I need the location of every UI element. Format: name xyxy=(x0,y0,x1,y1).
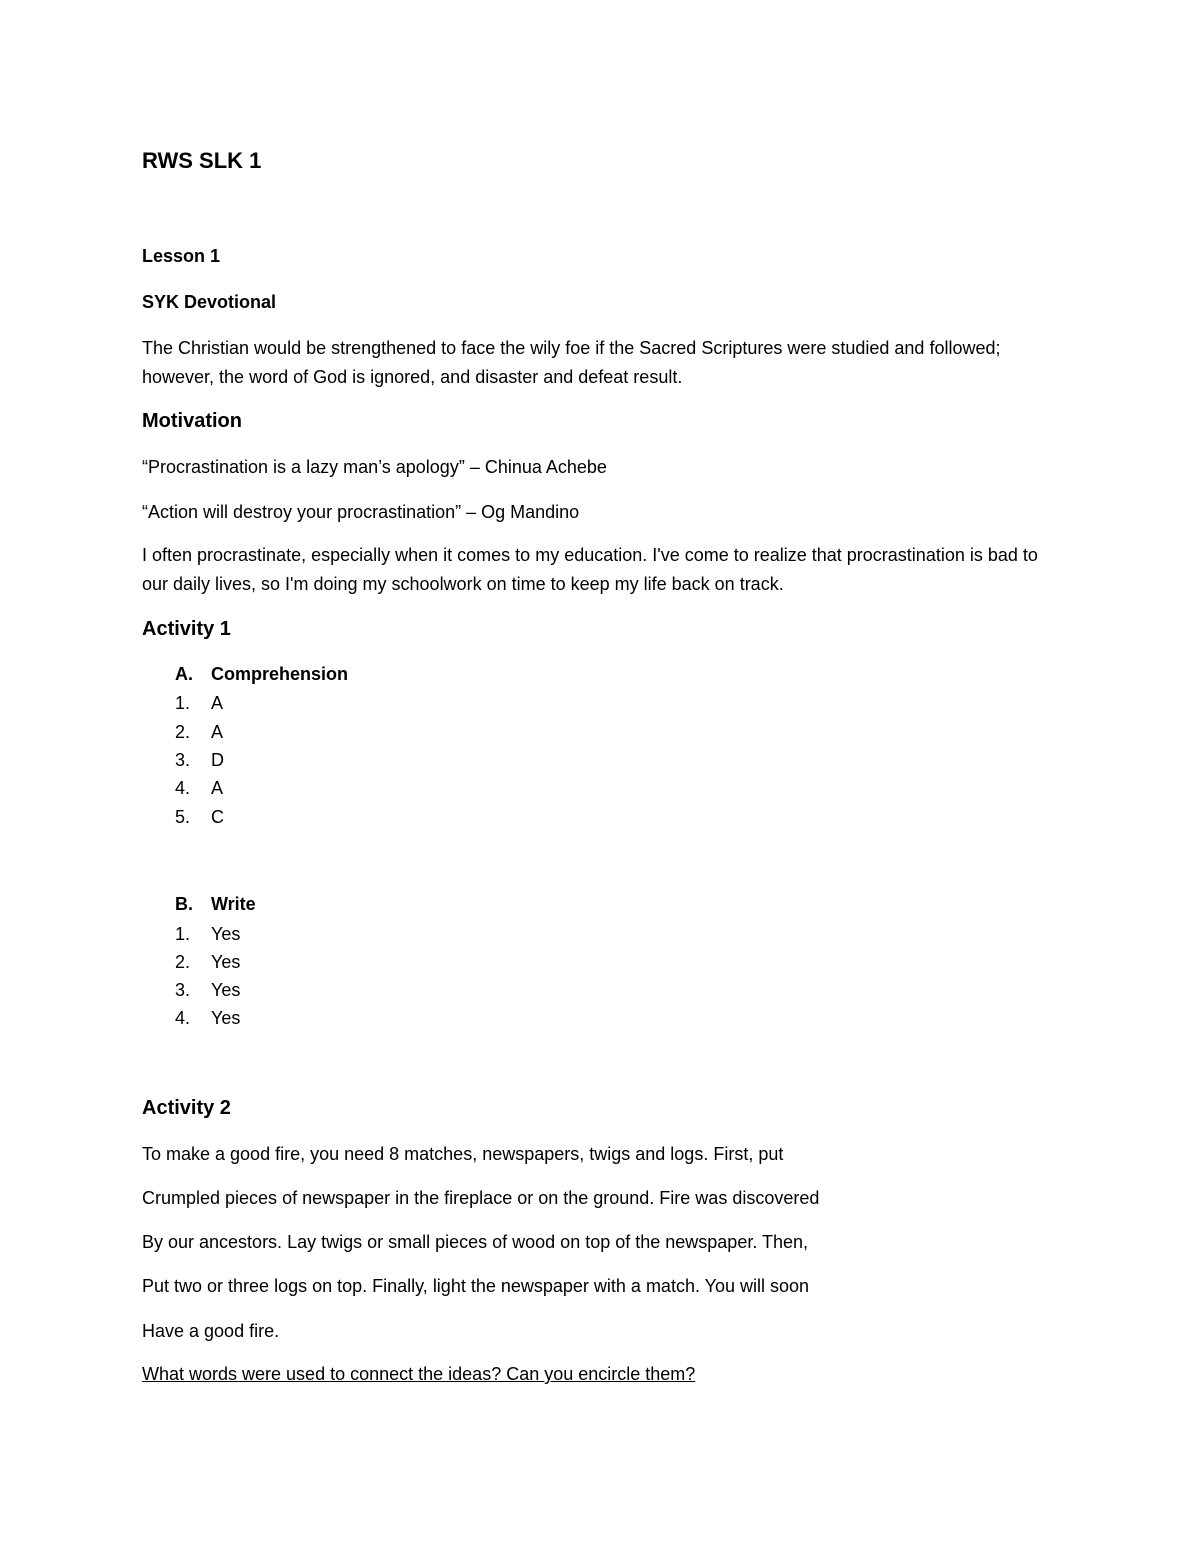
activity-2-question: What words were used to connect the ideas? Can you encircle them? xyxy=(142,1364,696,1384)
motivation-heading: Motivation xyxy=(142,410,242,432)
list-marker: 4. xyxy=(175,778,191,798)
activity-1-heading: Activity 1 xyxy=(142,618,231,640)
devotional-heading: SYK Devotional xyxy=(142,292,277,312)
answer-text: Yes xyxy=(211,980,241,1000)
devotional-text: The Christian would be strengthened to face the wily foe if the Sacred Scriptures were studied and followed; however, the word of God is ignored, and disaster and defeat result. xyxy=(142,338,1001,387)
list-item xyxy=(175,777,223,799)
list-marker: 4. xyxy=(175,1008,191,1028)
answer-text: D xyxy=(211,750,224,770)
motivation-quote-1: “Procrastination is a lazy man’s apology” – Chinua Achebe xyxy=(142,457,607,477)
list-marker: 1. xyxy=(175,693,191,713)
list-marker: B. xyxy=(175,894,193,914)
list-item xyxy=(175,951,240,973)
list-marker: A. xyxy=(175,664,193,684)
list-item xyxy=(175,721,223,743)
answer-text: Yes xyxy=(211,1008,241,1028)
list-item xyxy=(175,1007,240,1029)
list-item xyxy=(175,806,224,828)
list-item xyxy=(175,692,223,714)
list-marker: 3. xyxy=(175,980,191,1000)
list-label: Comprehension xyxy=(211,664,349,684)
document-title: RWS SLK 1 xyxy=(142,148,262,173)
activity-1-part-a-label xyxy=(175,663,348,685)
activity-2-line: Crumpled pieces of newspaper in the fireplace or on the ground. Fire was discovered xyxy=(142,1188,820,1208)
activity-2-line: By our ancestors. Lay twigs or small pieces of wood on top of the newspaper. Then, xyxy=(142,1232,809,1252)
list-marker: 2. xyxy=(175,952,191,972)
list-marker: 3. xyxy=(175,750,191,770)
list-item xyxy=(175,749,224,771)
answer-text: Yes xyxy=(211,952,241,972)
list-marker: 2. xyxy=(175,722,191,742)
list-marker: 5. xyxy=(175,807,191,827)
activity-2-heading: Activity 2 xyxy=(142,1097,231,1119)
list-item xyxy=(175,923,240,945)
activity-2-line: To make a good fire, you need 8 matches, newspapers, twigs and logs. First, put xyxy=(142,1144,784,1164)
motivation-quote-2: “Action will destroy your procrastination” – Og Mandino xyxy=(142,502,580,522)
answer-text: A xyxy=(211,722,224,742)
answer-text: C xyxy=(211,807,224,827)
activity-1-part-b-label xyxy=(175,893,256,915)
lesson-heading: Lesson 1 xyxy=(142,246,221,266)
answer-text: A xyxy=(211,778,224,798)
list-marker: 1. xyxy=(175,924,191,944)
list-label: Write xyxy=(211,894,256,914)
activity-2-line: Have a good fire. xyxy=(142,1321,280,1341)
motivation-reflection: I often procrastinate, especially when it comes to my education. I've come to realize that procrastination is bad to our daily lives, so I'm doing my schoolwork on time to keep my life back on track. xyxy=(142,545,1038,594)
list-item xyxy=(175,979,240,1001)
answer-text: A xyxy=(211,693,224,713)
activity-2-line: Put two or three logs on top. Finally, light the newspaper with a match. You will soon xyxy=(142,1276,810,1296)
answer-text: Yes xyxy=(211,924,241,944)
